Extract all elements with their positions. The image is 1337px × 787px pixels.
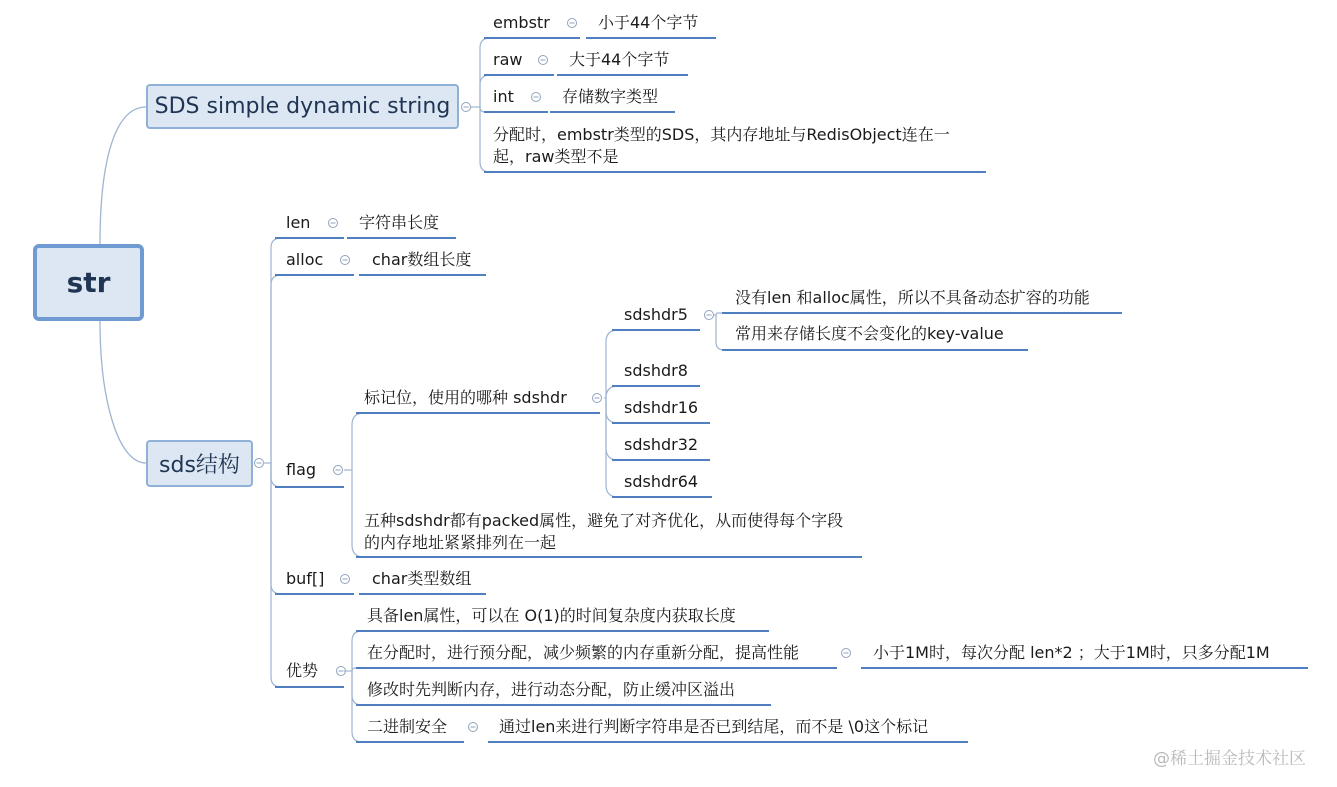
- field-advantage: 优势: [286, 661, 319, 680]
- flag-marker: 标记位，使用的哪种 sdshdr: [364, 388, 567, 407]
- collapse-icon[interactable]: [842, 649, 851, 658]
- collapse-icon[interactable]: [341, 256, 350, 265]
- collapse-icon[interactable]: [593, 394, 602, 403]
- type-int-desc: 存储数字类型: [562, 87, 659, 106]
- packed-note: 五种sdshdr都有packed属性，避免了对齐优化，从而使得每个字段的内存地址紧紧排列在一起: [364, 511, 844, 552]
- collapse-icon[interactable]: [532, 93, 541, 102]
- structure-label: sds结构: [159, 453, 240, 478]
- field-len: len: [286, 213, 311, 232]
- connector-53: [352, 671, 362, 742]
- connector-35: [606, 386, 618, 398]
- connector-52: [352, 671, 362, 705]
- connector-34: [606, 330, 618, 398]
- collapse-icon[interactable]: [329, 219, 338, 228]
- field-flag: flag: [286, 460, 317, 479]
- connector-19: [271, 463, 281, 687]
- field-buf-desc: char类型数组: [372, 569, 472, 588]
- sdshdr32: sdshdr32: [624, 435, 699, 454]
- connector-0: [100, 107, 146, 244]
- field-buf: buf[]: [286, 569, 325, 588]
- sds-node[interactable]: [146, 84, 459, 129]
- connector-46: [716, 315, 724, 350]
- connector-29: [352, 413, 364, 470]
- advantage-2: 在分配时，进行预分配，减少频繁的内存重新分配，提高性能: [367, 643, 800, 662]
- prealloc-detail: 小于1M时，每次分配 len*2 ；大于1M时，只多分配1M: [873, 643, 1270, 662]
- connector-1: [100, 321, 146, 463]
- root-node[interactable]: [33, 244, 144, 321]
- sds-note: 分配时，embstr类型的SDS，其内存地址与RedisObject连在一起，raw类型不是: [493, 125, 950, 166]
- connector-16: [271, 275, 281, 463]
- sdshdr5-note-2: 常用来存储长度不会变化的key-value: [735, 324, 1004, 343]
- type-embstr: embstr: [493, 13, 550, 32]
- advantage-1: 具备len属性，可以在 O(1)的时间复杂度内获取长度: [367, 606, 736, 625]
- advantage-3: 修改时先判断内存，进行动态分配，防止缓冲区溢出: [367, 680, 736, 699]
- binary-detail: 通过len来进行判断字符串是否已到结尾，而不是 \0这个标记: [499, 717, 929, 736]
- sdshdr64: sdshdr64: [624, 472, 699, 491]
- collapse-icon[interactable]: [705, 311, 714, 320]
- connector-37: [606, 398, 618, 460]
- type-raw: raw: [493, 50, 523, 69]
- watermark: @稀土掘金技术社区: [1153, 749, 1306, 769]
- sdshdr5-note-1: 没有len 和alloc属性，所以不具备动态扩容的功能: [735, 288, 1090, 307]
- connector-38: [606, 398, 618, 497]
- connector-36: [606, 398, 618, 423]
- connector-15: [271, 238, 281, 463]
- field-alloc-desc: char数组长度: [372, 250, 472, 269]
- connector-3: [480, 38, 490, 107]
- collapse-icon[interactable]: [539, 56, 548, 65]
- connector-30: [352, 470, 364, 557]
- connector-4: [480, 75, 490, 107]
- root-label: str: [66, 266, 111, 299]
- collapse-icon[interactable]: [334, 466, 343, 475]
- type-raw-desc: 大于44个字节: [569, 50, 670, 69]
- connector-51: [352, 668, 356, 671]
- collapse-icon[interactable]: [469, 723, 478, 732]
- type-int: int: [493, 87, 514, 106]
- field-alloc: alloc: [286, 250, 324, 269]
- collapse-icon[interactable]: [341, 575, 350, 584]
- collapse-icon[interactable]: [255, 459, 264, 468]
- structure-node[interactable]: [146, 440, 253, 487]
- sdshdr8: sdshdr8: [624, 361, 688, 380]
- connector-45: [716, 313, 722, 315]
- field-len-desc: 字符串长度: [359, 213, 440, 232]
- type-embstr-desc: 小于44个字节: [598, 13, 699, 32]
- collapse-icon[interactable]: [568, 19, 577, 28]
- sdshdr16: sdshdr16: [624, 398, 699, 417]
- connector-17: [271, 463, 281, 487]
- advantage-4: 二进制安全: [367, 717, 448, 736]
- connector-6: [480, 107, 490, 172]
- sdshdr5: sdshdr5: [624, 305, 688, 324]
- sds-label: SDS simple dynamic string: [154, 94, 451, 119]
- connector-50: [352, 631, 362, 671]
- collapse-icon[interactable]: [462, 103, 471, 112]
